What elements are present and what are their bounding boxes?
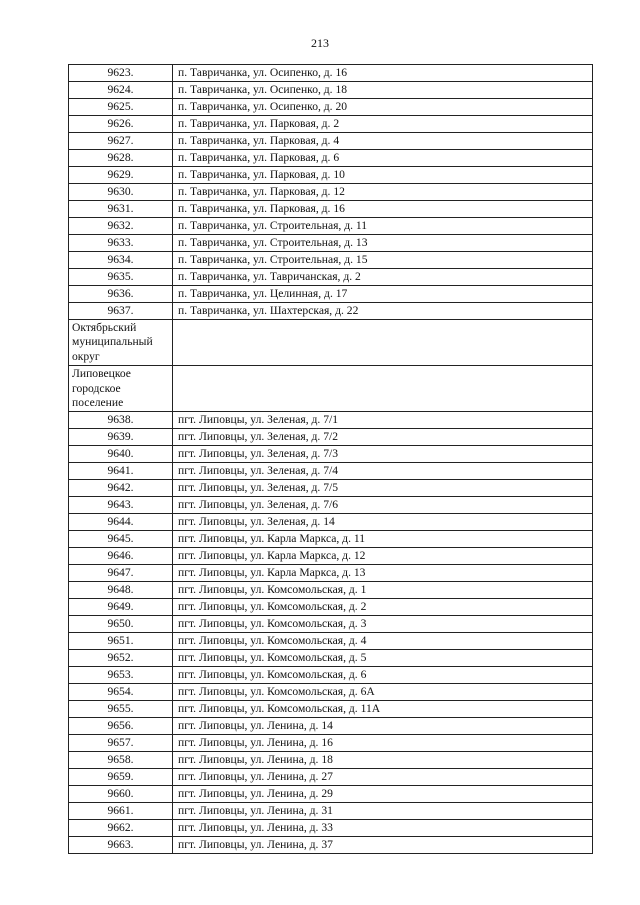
- row-address: п. Тавричанка, ул. Осипенко, д. 18: [173, 82, 593, 99]
- row-address: пгт. Липовцы, ул. Ленина, д. 18: [173, 752, 593, 769]
- table-row: [69, 786, 593, 803]
- row-number: 9623.: [69, 65, 173, 82]
- table-row: [69, 116, 593, 133]
- row-address: п. Тавричанка, ул. Парковая, д. 2: [173, 116, 593, 133]
- table-row: [69, 133, 593, 150]
- row-number: 9646.: [69, 548, 173, 565]
- row-address: п. Тавричанка, ул. Строительная, д. 15: [173, 252, 593, 269]
- table-row: [69, 531, 593, 548]
- group-heading: Октябрьский муниципальный округ: [69, 320, 173, 366]
- row-address: пгт. Липовцы, ул. Зеленая, д. 7/2: [173, 429, 593, 446]
- row-number: 9635.: [69, 269, 173, 286]
- row-address: пгт. Липовцы, ул. Зеленая, д. 7/3: [173, 446, 593, 463]
- row-number: 9645.: [69, 531, 173, 548]
- row-number: 9662.: [69, 820, 173, 837]
- row-number: 9642.: [69, 480, 173, 497]
- row-address: пгт. Липовцы, ул. Зеленая, д. 14: [173, 514, 593, 531]
- row-number: 9629.: [69, 167, 173, 184]
- table-row: [69, 235, 593, 252]
- row-address: пгт. Липовцы, ул. Зеленая, д. 7/4: [173, 463, 593, 480]
- row-number: 9647.: [69, 565, 173, 582]
- table-row: [69, 218, 593, 235]
- row-number: 9624.: [69, 82, 173, 99]
- row-number: 9652.: [69, 650, 173, 667]
- row-address: п. Тавричанка, ул. Строительная, д. 11: [173, 218, 593, 235]
- table-row: [69, 497, 593, 514]
- row-address: пгт. Липовцы, ул. Карла Маркса, д. 12: [173, 548, 593, 565]
- row-number: 9640.: [69, 446, 173, 463]
- table-row: [69, 803, 593, 820]
- group-heading: Липовецкое городское поселение: [69, 366, 173, 412]
- row-number: 9625.: [69, 99, 173, 116]
- table-row: [69, 167, 593, 184]
- table-row: [69, 201, 593, 218]
- row-address: пгт. Липовцы, ул. Ленина, д. 16: [173, 735, 593, 752]
- row-address: пгт. Липовцы, ул. Комсомольская, д. 11А: [173, 701, 593, 718]
- row-address: пгт. Липовцы, ул. Комсомольская, д. 2: [173, 599, 593, 616]
- row-number: 9663.: [69, 837, 173, 854]
- row-number: 9654.: [69, 684, 173, 701]
- row-address: п. Тавричанка, ул. Парковая, д. 16: [173, 201, 593, 218]
- table-row: [69, 820, 593, 837]
- page-number: 213: [311, 36, 329, 50]
- table-row: [69, 150, 593, 167]
- row-address: п. Тавричанка, ул. Парковая, д. 10: [173, 167, 593, 184]
- table-row: [69, 463, 593, 480]
- table-row: [69, 412, 593, 429]
- table-row: [69, 480, 593, 497]
- row-number: 9650.: [69, 616, 173, 633]
- row-address: п. Тавричанка, ул. Парковая, д. 6: [173, 150, 593, 167]
- row-address: п. Тавричанка, ул. Целинная, д. 17: [173, 286, 593, 303]
- row-number: 9637.: [69, 303, 173, 320]
- empty-cell: [173, 320, 593, 366]
- table-row: [69, 548, 593, 565]
- table-row: [69, 582, 593, 599]
- row-address: пгт. Липовцы, ул. Карла Маркса, д. 11: [173, 531, 593, 548]
- table-row: [69, 769, 593, 786]
- table-row: [69, 286, 593, 303]
- table-row: [69, 599, 593, 616]
- row-number: 9660.: [69, 786, 173, 803]
- row-number: 9653.: [69, 667, 173, 684]
- row-address: пгт. Липовцы, ул. Комсомольская, д. 5: [173, 650, 593, 667]
- table-row: [69, 616, 593, 633]
- row-address: пгт. Липовцы, ул. Зеленая, д. 7/6: [173, 497, 593, 514]
- address-table: [68, 64, 593, 854]
- row-number: 9658.: [69, 752, 173, 769]
- table-row: [69, 837, 593, 854]
- row-address: п. Тавричанка, ул. Осипенко, д. 16: [173, 65, 593, 82]
- row-address: пгт. Липовцы, ул. Комсомольская, д. 4: [173, 633, 593, 650]
- table-row: [69, 718, 593, 735]
- row-number: 9631.: [69, 201, 173, 218]
- row-address: пгт. Липовцы, ул. Ленина, д. 29: [173, 786, 593, 803]
- row-address: пгт. Липовцы, ул. Карла Маркса, д. 13: [173, 565, 593, 582]
- row-address: пгт. Липовцы, ул. Зеленая, д. 7/5: [173, 480, 593, 497]
- group-row: [69, 320, 593, 366]
- table-row: [69, 650, 593, 667]
- table-row: [69, 667, 593, 684]
- row-address: пгт. Липовцы, ул. Комсомольская, д. 3: [173, 616, 593, 633]
- row-number: 9648.: [69, 582, 173, 599]
- group-row: [69, 366, 593, 412]
- row-address: пгт. Липовцы, ул. Ленина, д. 31: [173, 803, 593, 820]
- row-address: пгт. Липовцы, ул. Ленина, д. 37: [173, 837, 593, 854]
- row-address: пгт. Липовцы, ул. Комсомольская, д. 6: [173, 667, 593, 684]
- table-row: [69, 252, 593, 269]
- table-row: [69, 446, 593, 463]
- table-row: [69, 684, 593, 701]
- row-number: 9638.: [69, 412, 173, 429]
- row-address: пгт. Липовцы, ул. Зеленая, д. 7/1: [173, 412, 593, 429]
- table-row: [69, 701, 593, 718]
- row-number: 9626.: [69, 116, 173, 133]
- row-number: 9634.: [69, 252, 173, 269]
- row-address: пгт. Липовцы, ул. Ленина, д. 27: [173, 769, 593, 786]
- table-row: [69, 565, 593, 582]
- row-number: 9632.: [69, 218, 173, 235]
- row-address: пгт. Липовцы, ул. Комсомольская, д. 6А: [173, 684, 593, 701]
- row-address: п. Тавричанка, ул. Парковая, д. 4: [173, 133, 593, 150]
- row-number: 9636.: [69, 286, 173, 303]
- table-row: [69, 429, 593, 446]
- table-row: [69, 269, 593, 286]
- row-number: 9644.: [69, 514, 173, 531]
- row-number: 9649.: [69, 599, 173, 616]
- row-number: 9656.: [69, 718, 173, 735]
- table-row: [69, 65, 593, 82]
- row-address: п. Тавричанка, ул. Парковая, д. 12: [173, 184, 593, 201]
- row-address: п. Тавричанка, ул. Строительная, д. 13: [173, 235, 593, 252]
- row-number: 9651.: [69, 633, 173, 650]
- row-address: п. Тавричанка, ул. Тавричанская, д. 2: [173, 269, 593, 286]
- row-number: 9633.: [69, 235, 173, 252]
- row-number: 9657.: [69, 735, 173, 752]
- row-address: п. Тавричанка, ул. Осипенко, д. 20: [173, 99, 593, 116]
- row-number: 9627.: [69, 133, 173, 150]
- row-number: 9639.: [69, 429, 173, 446]
- row-number: 9659.: [69, 769, 173, 786]
- table-row: [69, 303, 593, 320]
- table-row: [69, 99, 593, 116]
- row-number: 9641.: [69, 463, 173, 480]
- row-number: 9628.: [69, 150, 173, 167]
- table-row: [69, 633, 593, 650]
- row-address: пгт. Липовцы, ул. Ленина, д. 33: [173, 820, 593, 837]
- row-number: 9630.: [69, 184, 173, 201]
- row-number: 9655.: [69, 701, 173, 718]
- empty-cell: [173, 366, 593, 412]
- table-row: [69, 752, 593, 769]
- row-address: пгт. Липовцы, ул. Комсомольская, д. 1: [173, 582, 593, 599]
- row-address: пгт. Липовцы, ул. Ленина, д. 14: [173, 718, 593, 735]
- row-number: 9661.: [69, 803, 173, 820]
- table-row: [69, 514, 593, 531]
- table-row: [69, 184, 593, 201]
- table-row: [69, 735, 593, 752]
- row-address: п. Тавричанка, ул. Шахтерская, д. 22: [173, 303, 593, 320]
- row-number: 9643.: [69, 497, 173, 514]
- table-row: [69, 82, 593, 99]
